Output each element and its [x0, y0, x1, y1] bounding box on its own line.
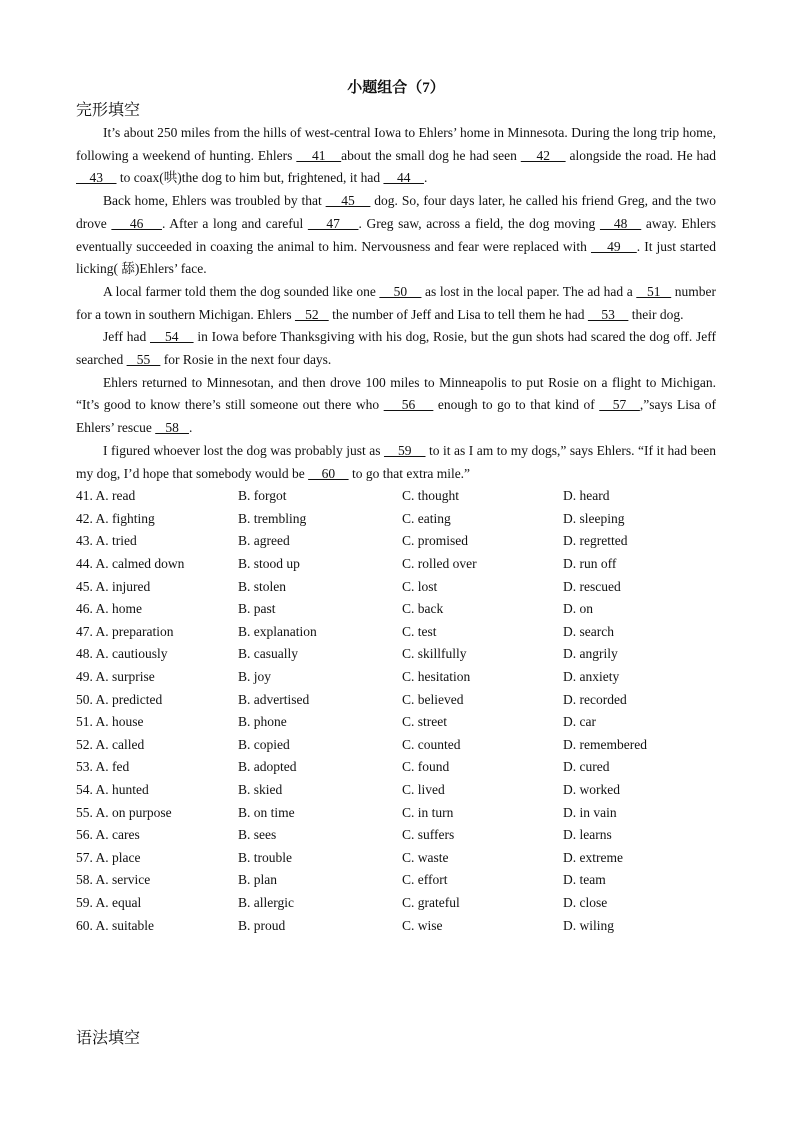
- option-row: [76, 779, 716, 802]
- option-choice[interactable]: B. skied: [238, 781, 283, 797]
- option-choice[interactable]: C. lost: [402, 578, 438, 594]
- option-choice[interactable]: D. run off: [563, 556, 617, 572]
- answer-blank[interactable]: 51: [636, 283, 672, 299]
- option-choice[interactable]: 54. A. hunted: [76, 781, 149, 797]
- option-choice[interactable]: 48. A. cautiously: [76, 646, 168, 662]
- option-choice[interactable]: B. explanation: [238, 623, 317, 639]
- passage-text: for Rosie in the next four days.: [160, 352, 332, 368]
- option-choice[interactable]: B. adopted: [238, 759, 297, 775]
- passage-text: . Greg saw, across a field, the dog moving: [358, 215, 600, 231]
- option-choice[interactable]: B. forgot: [238, 488, 287, 504]
- answer-blank[interactable]: 49: [590, 238, 637, 254]
- passage-paragraph: [76, 190, 716, 281]
- option-row: [76, 689, 716, 712]
- option-row: [76, 553, 716, 576]
- option-choice[interactable]: D. team: [563, 872, 606, 888]
- option-choice[interactable]: D. extreme: [563, 849, 623, 865]
- passage-text: alongside the road. He had: [565, 147, 717, 163]
- option-row: [76, 869, 716, 892]
- option-choice[interactable]: B. past: [238, 601, 276, 617]
- option-choice[interactable]: C. promised: [402, 533, 468, 549]
- option-row: [76, 734, 716, 757]
- option-choice[interactable]: 49. A. surprise: [76, 669, 155, 684]
- answer-blank[interactable]: 56: [383, 397, 434, 413]
- answer-blank[interactable]: 57: [599, 397, 640, 413]
- option-choice[interactable]: B. allergic: [238, 894, 294, 910]
- passage-paragraph: [76, 440, 716, 485]
- passage-text: number for a town in southern Michigan. Ehlers: [76, 283, 716, 322]
- option-choice[interactable]: B. sees: [238, 827, 277, 843]
- passage-text: to it as I am to my dogs,” says Ehlers. “If it had been my dog, I’d hope that somebody would be: [76, 442, 716, 481]
- answer-blank[interactable]: 44: [383, 170, 424, 186]
- cloze-passage: [76, 122, 716, 485]
- option-choice[interactable]: D. regretted: [563, 533, 628, 549]
- passage-text: to coax(哄)the dog to him but, frightened, it had: [116, 170, 384, 186]
- option-choice[interactable]: 50. A. predicted: [76, 691, 163, 707]
- passage-text: dog. So, four days later, he called his friend Greg, and the two drove: [76, 193, 716, 231]
- option-choice[interactable]: C. eating: [402, 510, 451, 526]
- option-choice[interactable]: B. stood up: [238, 556, 300, 572]
- option-choice[interactable]: 52. A. called: [76, 736, 145, 752]
- answer-blank[interactable]: 59: [383, 442, 426, 458]
- option-choice[interactable]: C. effort: [402, 872, 448, 888]
- passage-text: about the small dog he had seen: [341, 147, 521, 163]
- passage-text: A local farmer told them the dog sounded like one: [103, 283, 380, 299]
- answer-blank[interactable]: 46: [111, 215, 162, 231]
- option-choice[interactable]: B. plan: [238, 872, 277, 888]
- passage-text: the number of Jeff and Lisa to tell them he had: [328, 306, 588, 322]
- option-row: [76, 666, 716, 689]
- option-choice[interactable]: B. copied: [238, 736, 290, 752]
- passage-text: ,”says Lisa of Ehlers’ rescue: [76, 397, 717, 436]
- answer-blank[interactable]: 43: [76, 170, 117, 186]
- passage-text: enough to go to that kind of: [433, 397, 600, 413]
- option-choice[interactable]: 43. A. tried: [76, 533, 137, 549]
- option-row: [76, 847, 716, 870]
- passage-text: away. Ehlers eventually succeeded in coaxing the animal to him. Nervousness and fear were replaced with: [76, 215, 716, 254]
- option-choice[interactable]: C. waste: [402, 849, 449, 865]
- option-choice[interactable]: C. grateful: [402, 894, 460, 910]
- section-heading-grammar: 语法填空: [76, 1030, 141, 1047]
- option-row: [76, 621, 716, 644]
- option-choice[interactable]: C. found: [402, 759, 450, 775]
- option-row: [76, 915, 716, 938]
- passage-text: Back home, Ehlers was troubled by that: [103, 193, 326, 209]
- option-choice[interactable]: D. search: [563, 623, 614, 639]
- option-choice[interactable]: C. hesitation: [402, 669, 471, 684]
- section-heading-cloze: 完形填空: [76, 102, 141, 119]
- option-choice[interactable]: B. trembling: [238, 510, 307, 526]
- option-row: [76, 802, 716, 825]
- option-row: [76, 508, 716, 531]
- option-row: [76, 576, 716, 599]
- option-row: [76, 892, 716, 915]
- page-title: 小题组合（7）: [347, 80, 445, 96]
- answer-blank[interactable]: 45: [325, 193, 371, 209]
- option-choice[interactable]: 44. A. calmed down: [76, 556, 185, 572]
- answer-blank[interactable]: 41: [296, 147, 342, 163]
- option-choice[interactable]: C. wise: [402, 917, 443, 933]
- option-choice[interactable]: C. believed: [402, 691, 464, 707]
- option-choice[interactable]: 53. A. fed: [76, 759, 130, 775]
- option-choice[interactable]: C. skillfully: [402, 646, 467, 662]
- option-choice[interactable]: C. test: [402, 623, 437, 639]
- answer-blank[interactable]: 42: [520, 147, 566, 163]
- option-choice[interactable]: B. joy: [238, 669, 272, 684]
- option-choice[interactable]: D. heard: [563, 488, 610, 504]
- passage-text: as lost in the local paper. The ad had a: [421, 283, 637, 299]
- option-choice[interactable]: 60. A. suitable: [76, 917, 154, 933]
- passage-paragraph: [76, 326, 716, 371]
- answer-blank[interactable]: 53: [587, 306, 629, 322]
- option-choice[interactable]: D. learns: [563, 827, 612, 843]
- option-choice[interactable]: B. phone: [238, 714, 287, 730]
- option-choice[interactable]: 47. A. preparation: [76, 623, 174, 639]
- option-row: [76, 530, 716, 553]
- option-choice[interactable]: B. advertised: [238, 691, 310, 707]
- option-choice[interactable]: 45. A. injured: [76, 578, 151, 594]
- option-choice[interactable]: B. agreed: [238, 533, 290, 549]
- option-choice[interactable]: 41. A. read: [76, 488, 136, 504]
- option-choice[interactable]: D. sleeping: [563, 510, 625, 526]
- option-choice[interactable]: 51. A. house: [76, 714, 144, 730]
- passage-paragraph: [76, 372, 716, 440]
- answer-blank[interactable]: 47: [307, 215, 359, 231]
- passage-text: I figured whoever lost the dog was probably just as: [103, 442, 384, 458]
- option-choice[interactable]: 42. A. fighting: [76, 510, 155, 526]
- answer-blank[interactable]: 48: [599, 215, 642, 231]
- option-choice[interactable]: C. back: [402, 601, 444, 617]
- passage-text: Jeff had: [103, 329, 150, 345]
- passage-text: Ehlers returned to Minnesotan, and then drove 100 miles to Minneapolis to put Rosie on a flight to Michigan. “It’s good to know there’s still someone out there who: [76, 374, 716, 413]
- option-choice[interactable]: B. casually: [238, 646, 298, 662]
- worksheet: [76, 76, 716, 937]
- option-choice[interactable]: B. stolen: [238, 578, 287, 594]
- option-choice[interactable]: D. rescued: [563, 578, 621, 594]
- passage-paragraph: [76, 281, 716, 326]
- option-row: [76, 485, 716, 508]
- option-choice[interactable]: 57. A. place: [76, 849, 141, 865]
- option-choice[interactable]: C. lived: [402, 781, 445, 797]
- passage-text: to go that extra mile.”: [348, 465, 471, 481]
- option-choice[interactable]: B. proud: [238, 917, 286, 933]
- answer-blank[interactable]: 50: [379, 283, 422, 299]
- option-choice[interactable]: D. car: [563, 714, 596, 730]
- option-row: [76, 824, 716, 847]
- option-choice[interactable]: D. in vain: [563, 804, 617, 820]
- option-choice[interactable]: D. recorded: [563, 691, 627, 707]
- option-choice[interactable]: C. rolled over: [402, 556, 477, 572]
- option-choice[interactable]: B. trouble: [238, 849, 292, 865]
- option-choice[interactable]: D. cured: [563, 759, 610, 775]
- option-choice[interactable]: C. suffers: [402, 827, 455, 843]
- passage-text: .: [188, 420, 193, 436]
- passage-text: It’s about 250 miles from the hills of west-central Iowa to Ehlers’ home in Minnesota. During the long trip home, following a weekend of hunting. Ehlers: [76, 125, 716, 163]
- option-choice[interactable]: 58. A. service: [76, 872, 151, 888]
- passage-text: . After a long and careful: [161, 215, 308, 231]
- option-choice[interactable]: D. angrily: [563, 646, 618, 662]
- option-choice[interactable]: B. on time: [238, 804, 295, 820]
- answer-blank[interactable]: 55: [126, 352, 161, 368]
- option-row: [76, 711, 716, 734]
- answer-blank[interactable]: 60: [308, 465, 349, 481]
- option-choice[interactable]: D. wiling: [563, 917, 615, 933]
- option-choice[interactable]: C. street: [402, 714, 447, 730]
- passage-text: .: [423, 170, 428, 186]
- option-choice[interactable]: 59. A. equal: [76, 894, 142, 910]
- option-choice[interactable]: D. anxiety: [563, 669, 620, 684]
- option-choice[interactable]: 46. A. home: [76, 601, 142, 617]
- option-row: [76, 598, 716, 621]
- option-choice[interactable]: C. counted: [402, 736, 461, 752]
- option-choice[interactable]: 55. A. on purpose: [76, 804, 172, 820]
- option-row: [76, 756, 716, 779]
- passage-text: in Iowa before Thanksgiving with his dog, Rosie, but the gun shots had scared the dog off. Jeff searched: [76, 329, 716, 368]
- answer-blank[interactable]: 58: [155, 420, 189, 436]
- option-choice[interactable]: D. worked: [563, 781, 620, 797]
- option-choice[interactable]: D. on: [563, 601, 593, 617]
- answer-blank[interactable]: 54: [150, 329, 194, 345]
- option-choice[interactable]: 56. A. cares: [76, 827, 140, 843]
- options-list: [76, 485, 716, 937]
- option-choice[interactable]: D. close: [563, 894, 608, 910]
- passage-text: . It just started licking( 舔)Ehlers’ face.: [76, 238, 717, 277]
- answer-blank[interactable]: 52: [294, 306, 329, 322]
- option-choice[interactable]: C. in turn: [402, 804, 454, 820]
- passage-paragraph: [76, 122, 716, 190]
- option-row: [76, 643, 716, 666]
- option-choice[interactable]: C. thought: [402, 488, 460, 504]
- passage-text: their dog.: [628, 306, 684, 322]
- option-choice[interactable]: D. remembered: [563, 736, 647, 752]
